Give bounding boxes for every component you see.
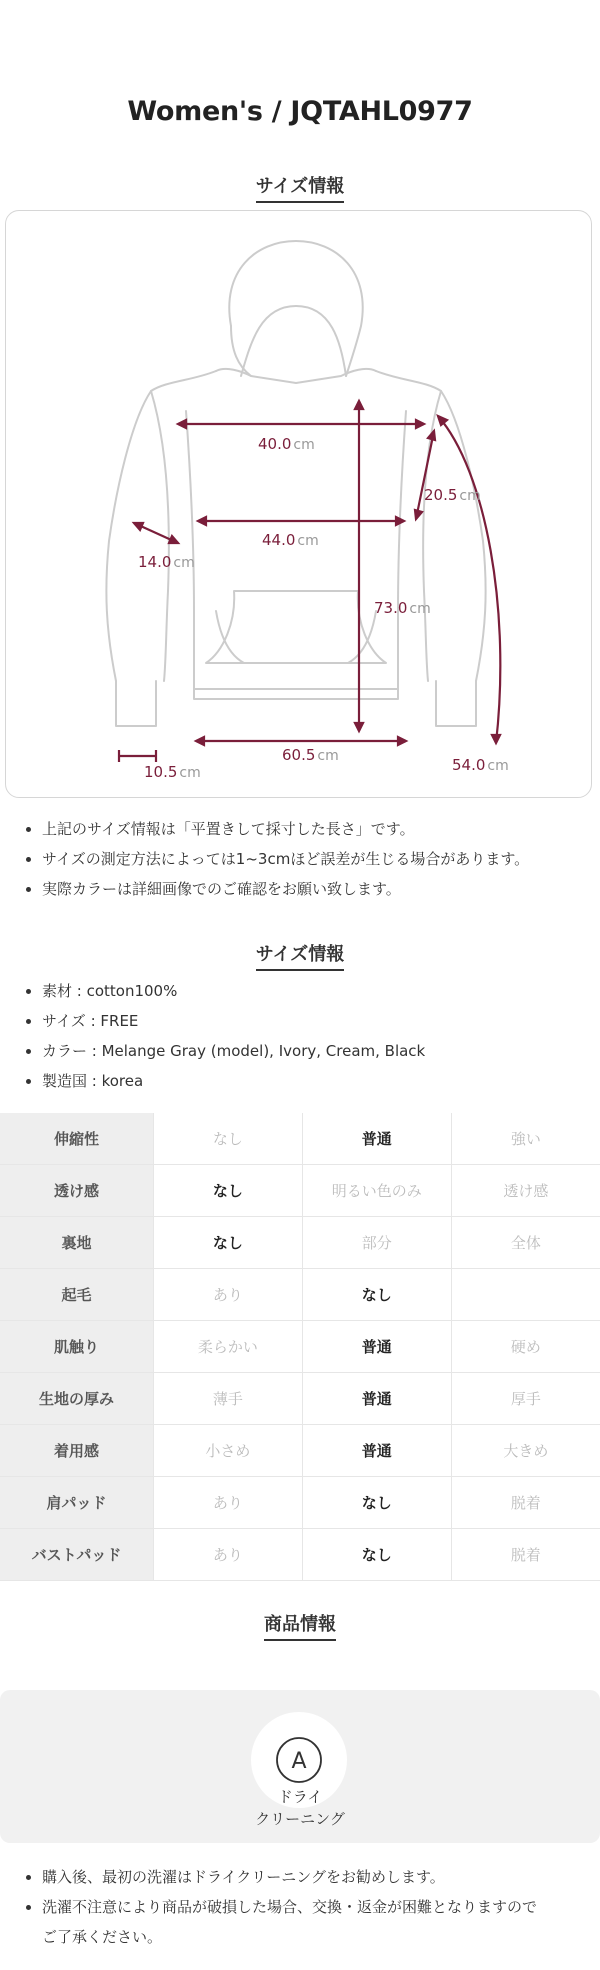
measure-label-sleeve-width: 14.0 cm: [138, 553, 195, 571]
property-label: 裏地: [0, 1217, 154, 1269]
size-notes-list: [22, 814, 529, 904]
spec-color: • カラー : Melange Gray (model), Ivory, Cream, Black: [42, 1036, 425, 1066]
care-label: ドライ クリーニング: [255, 1788, 345, 1828]
property-label: 伸縮性: [0, 1113, 154, 1165]
table-row: [0, 1529, 600, 1581]
size-diagram: [5, 210, 592, 798]
property-label: 着用感: [0, 1425, 154, 1477]
property-option: 強い: [451, 1113, 600, 1165]
table-row: [0, 1217, 600, 1269]
property-option-selected: なし: [302, 1269, 451, 1321]
property-option: 小さめ: [154, 1425, 303, 1477]
left-cuff: [116, 681, 156, 726]
measure-label-sleeve-length: 54.0 cm: [452, 756, 509, 774]
spec-section-title: サイズ情報: [0, 940, 600, 971]
list-item: • サイズの測定方法によっては1~3cmほど誤差が生じる場合があります。: [42, 844, 529, 874]
property-label: 起毛: [0, 1269, 154, 1321]
measure-label-shoulder: 20.5 cm: [424, 486, 481, 504]
property-option: [451, 1269, 600, 1321]
property-option: 脱着: [451, 1529, 600, 1581]
page-title: Women's / JQTAHL0977: [127, 96, 473, 127]
property-option: 全体: [451, 1217, 600, 1269]
property-option: 大きめ: [451, 1425, 600, 1477]
property-option: 明るい色のみ: [302, 1165, 451, 1217]
spec-origin: • 製造国 : korea: [42, 1066, 425, 1096]
list-item: • 洗濯不注意により商品が破損した場合、交換・返金が困難となりますので: [42, 1892, 537, 1922]
table-row: [0, 1373, 600, 1425]
property-label: 肌触り: [0, 1321, 154, 1373]
table-row: [0, 1477, 600, 1529]
property-option: 薄手: [154, 1373, 303, 1425]
property-option-selected: 普通: [302, 1425, 451, 1477]
svg-text:A: A: [291, 1749, 307, 1774]
property-option: 硬め: [451, 1321, 600, 1373]
property-option-selected: なし: [154, 1165, 303, 1217]
property-label: バストパッド: [0, 1529, 154, 1581]
property-option: 透け感: [451, 1165, 600, 1217]
property-option-selected: 普通: [302, 1373, 451, 1425]
property-option-selected: なし: [302, 1477, 451, 1529]
property-option-selected: なし: [154, 1217, 303, 1269]
property-option: 部分: [302, 1217, 451, 1269]
list-item: • 購入後、最初の洗濯はドライクリーニングをお勧めします。: [42, 1862, 537, 1892]
table-row: [0, 1165, 600, 1217]
property-option: なし: [154, 1113, 303, 1165]
measure-label-chest: 44.0 cm: [262, 531, 319, 549]
table-row: [0, 1425, 600, 1477]
table-row: [0, 1321, 600, 1373]
measure-label-length: 73.0 cm: [374, 599, 431, 617]
list-item: • 実際カラーは詳細画像でのご確認をお願い致します。: [42, 874, 529, 904]
table-row: [0, 1269, 600, 1321]
property-option: あり: [154, 1529, 303, 1581]
measure-label-cuff: 10.5 cm: [144, 763, 201, 781]
property-option: あり: [154, 1269, 303, 1321]
spec-size: • サイズ : FREE: [42, 1006, 425, 1036]
measure-label-chest-top: 40.0 cm: [258, 435, 315, 453]
property-option-selected: 普通: [302, 1321, 451, 1373]
property-option-selected: なし: [302, 1529, 451, 1581]
list-item-continuation: ご了承ください。: [42, 1928, 163, 1946]
property-label: 生地の厚み: [0, 1373, 154, 1425]
spec-material: • 素材 : cotton100%: [42, 976, 425, 1006]
measure-label-hem: 60.5 cm: [282, 746, 339, 764]
spec-list: [22, 976, 425, 1096]
property-label: 肩パッド: [0, 1477, 154, 1529]
fabric-properties-table: [0, 1113, 600, 1581]
right-sleeve-outline: [376, 371, 486, 681]
list-item: • 上記のサイズ情報は「平置きして採寸した長さ」です。: [42, 814, 529, 844]
property-option: 厚手: [451, 1373, 600, 1425]
size-section-title: サイズ情報: [0, 172, 600, 203]
left-sleeve-outline: [106, 371, 216, 681]
property-option-selected: 普通: [302, 1113, 451, 1165]
property-option: 脱着: [451, 1477, 600, 1529]
property-option: 柔らかい: [154, 1321, 303, 1373]
property-label: 透け感: [0, 1165, 154, 1217]
care-notes-list: [22, 1862, 537, 1952]
right-cuff: [436, 681, 476, 726]
product-section-title: 商品情報: [0, 1610, 600, 1641]
hoodie-illustration: [6, 211, 593, 799]
table-row: [0, 1113, 600, 1165]
property-option: あり: [154, 1477, 303, 1529]
